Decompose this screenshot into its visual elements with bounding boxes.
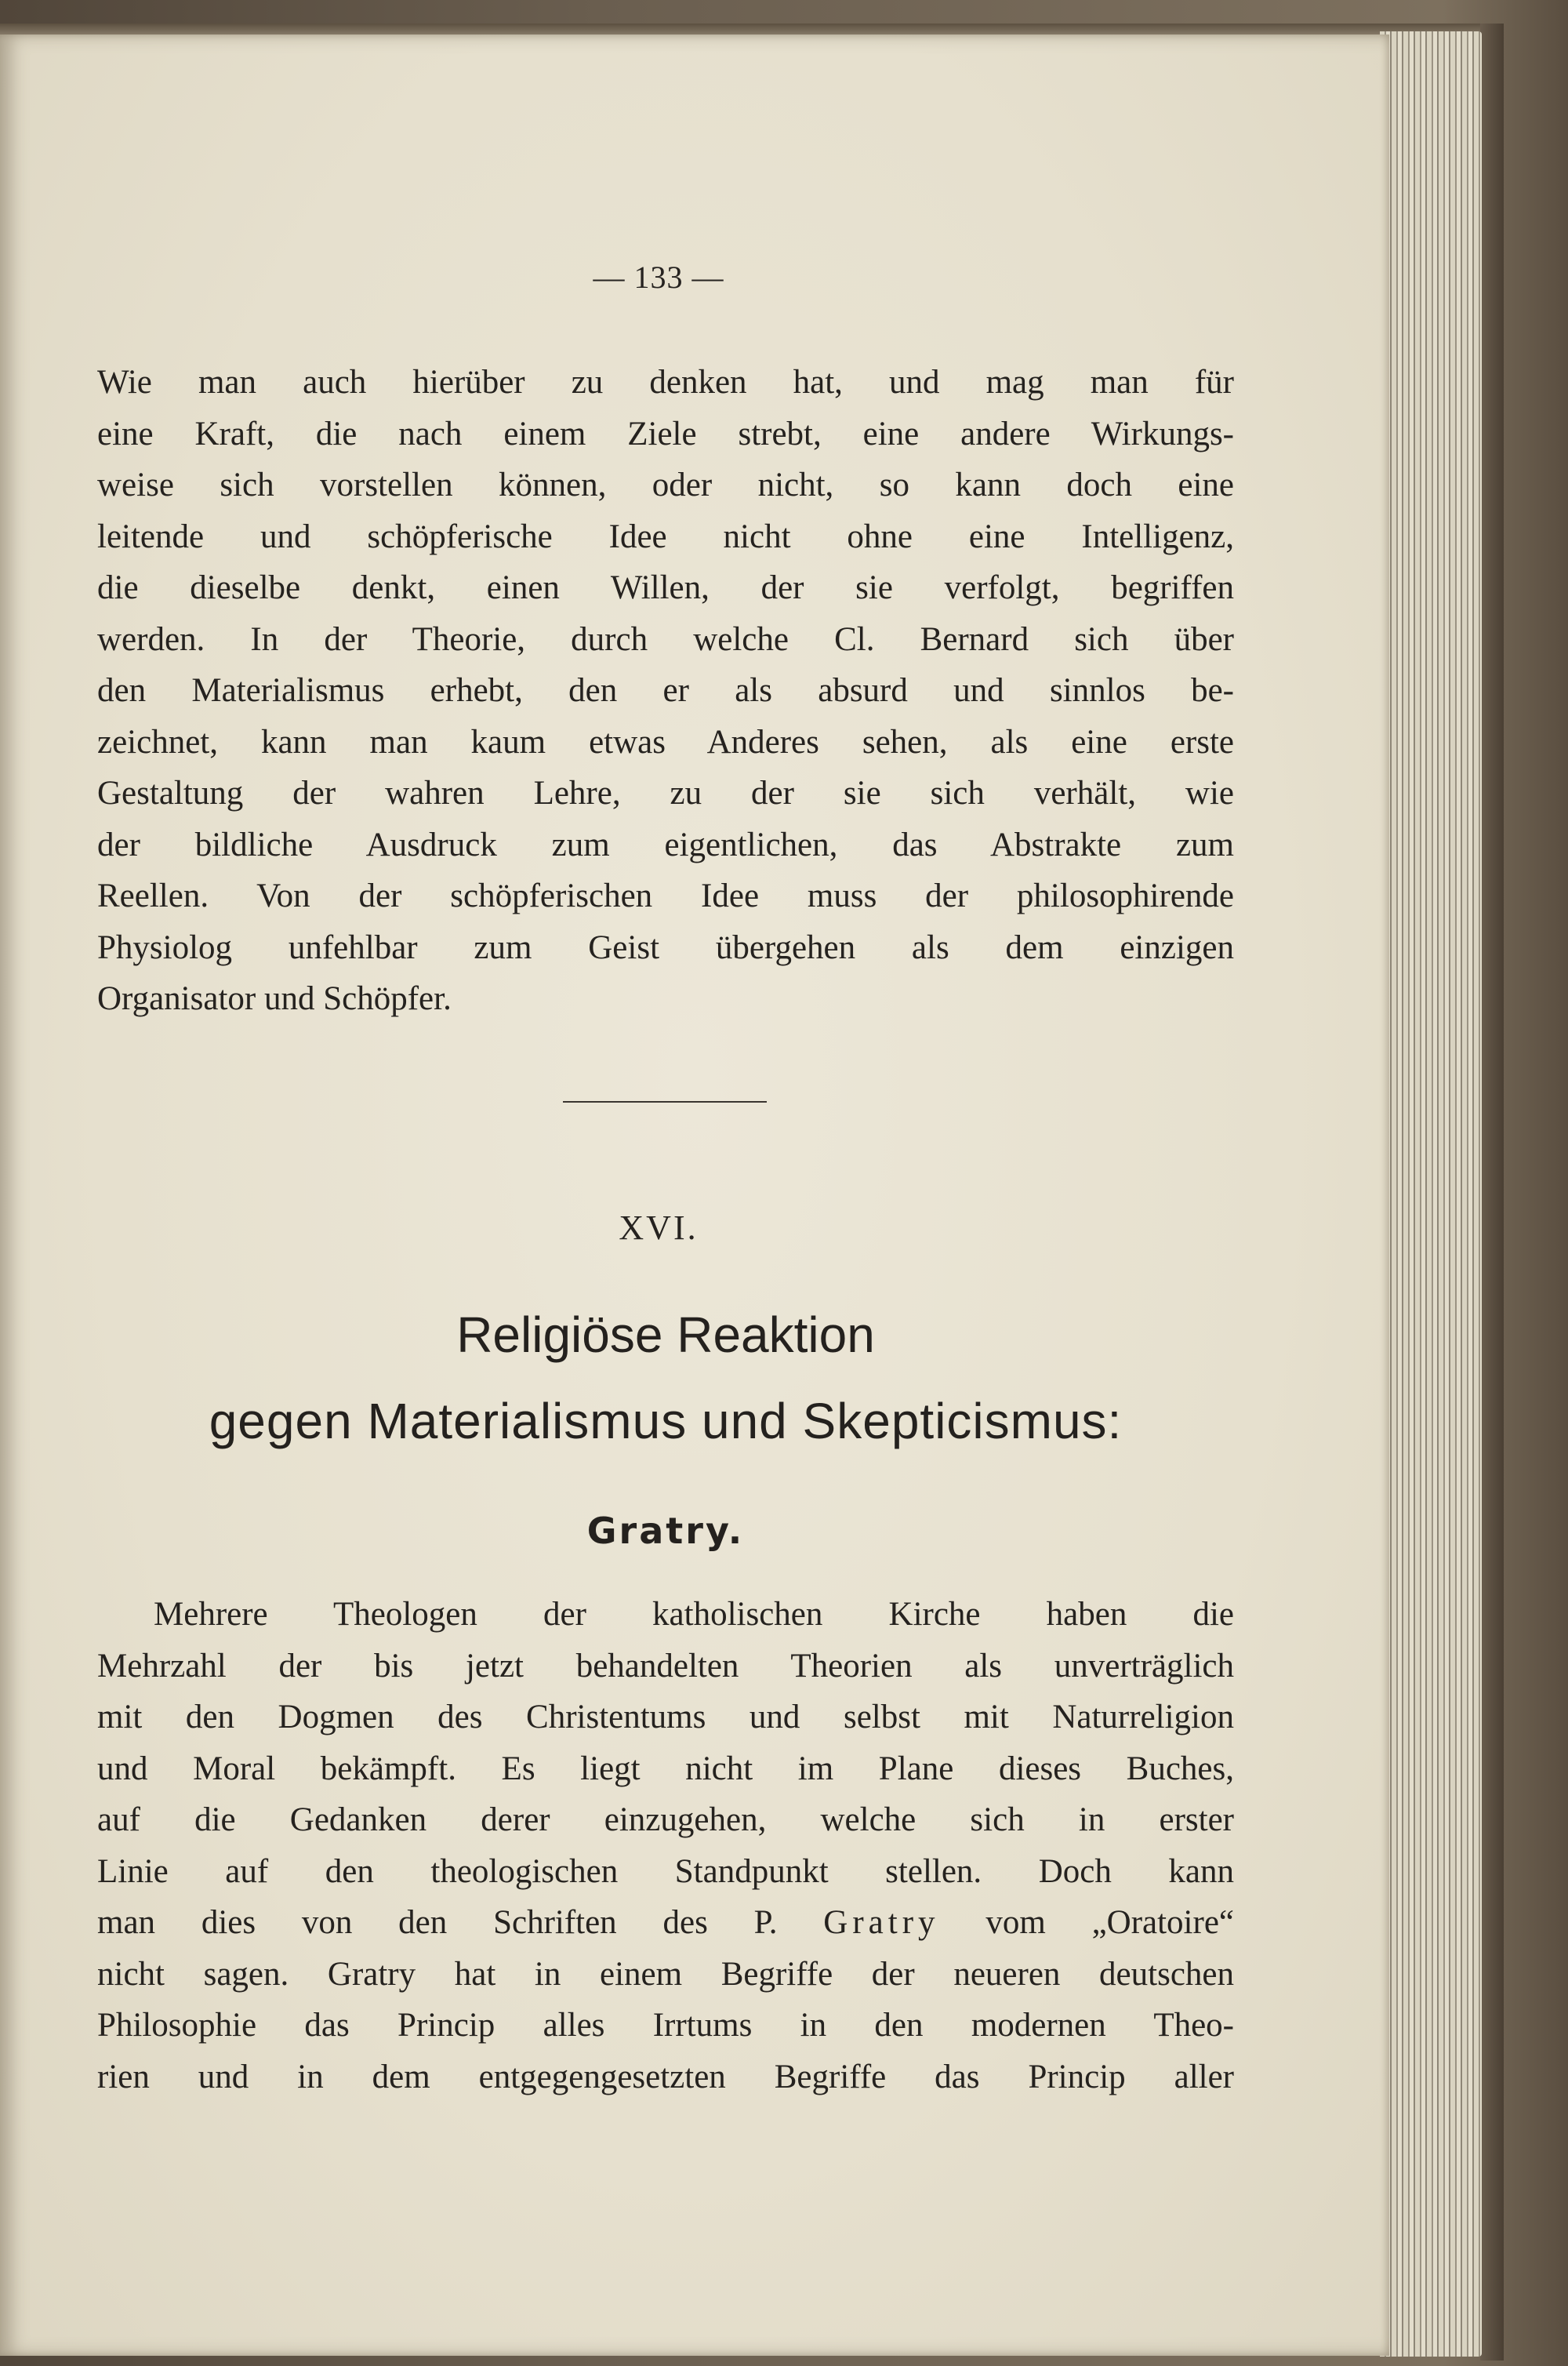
page-number: — 133 — — [593, 260, 724, 295]
text-line: zeichnet, kann man kaum etwas Anderes sehen, als eine erste — [97, 723, 1234, 761]
text-line: mit den Dogmen des Christentums und selbst mit Naturreligion — [97, 1699, 1234, 1735]
text-line: Wie man auch hierüber zu denken hat, und mag man für — [97, 364, 1234, 401]
author-name-gratry: Gratry — [823, 1904, 940, 1941]
text-fragment: man dies von den Schriften des P. — [97, 1904, 778, 1941]
text-line: Mehrzahl der bis jetzt behandelten Theorien als unverträglich — [97, 1647, 1234, 1685]
text-line: Physiolog unfehlbar zum Geist übergehen als dem einzigen — [97, 929, 1234, 966]
text-line: die dieselbe denkt, einen Willen, der sie verfolgt, begriffen — [97, 569, 1234, 606]
text-line: der bildliche Ausdruck zum eigentlichen, das Abstrakte zum — [97, 826, 1234, 863]
page-edges — [1380, 31, 1482, 2357]
paragraph-2 — [97, 1589, 1234, 2103]
text-line: Organisator und Schöpfer. — [97, 980, 452, 1017]
text-line: rien und in dem entgegengesetzten Begriffe das Princip aller — [97, 2058, 1234, 2095]
text-line: Philosophie das Princip alles Irrtums in den modernen Theo- — [97, 2007, 1234, 2044]
chapter-title-line-1: Religiöse Reaktion — [456, 1307, 875, 1363]
text-line: leitende und schöpferische Idee nicht ohne eine Intelligenz, — [97, 518, 1234, 555]
text-line: auf die Gedanken derer einzugehen, welche sich in erster — [97, 1801, 1234, 1838]
text-line: und Moral bekämpft. Es liegt nicht im Plane dieses Buches, — [97, 1750, 1234, 1787]
chapter-subtitle: Gratry. — [586, 1510, 745, 1552]
text-line: Reellen. Von der schöpferischen Idee muss der philosophirende — [97, 878, 1234, 914]
chapter-title-line-2: gegen Materialismus und Skepticismus: — [209, 1393, 1123, 1449]
text-line: Mehrere Theologen der katholischen Kirche haben die — [154, 1596, 1234, 1633]
text-line: eine Kraft, die nach einem Ziele strebt, eine andere Wirkungs- — [97, 415, 1234, 452]
text-fragment: vom „Oratoire“ — [985, 1904, 1234, 1941]
text-line: Linie auf den theologischen Standpunkt stellen. Doch kann — [97, 1852, 1234, 1890]
book-spine-shadow — [1480, 24, 1504, 2361]
paragraph-1 — [97, 357, 1234, 1025]
text-line: weise sich vorstellen können, oder nicht, so kann doch eine — [97, 467, 1234, 503]
text-line — [97, 1897, 1234, 1949]
section-divider — [563, 1101, 767, 1103]
chapter-number: XVI. — [619, 1208, 699, 1247]
text-line: Gestaltung der wahren Lehre, zu der sie sich verhält, wie — [97, 775, 1234, 812]
text-line: den Materialismus erhebt, den er als absurd und sinnlos be- — [97, 672, 1234, 709]
text-line: nicht sagen. Gratry hat in einem Begriffe der neueren deutschen — [97, 1955, 1234, 1993]
text-line: werden. In der Theorie, durch welche Cl. Bernard sich über — [97, 620, 1234, 658]
